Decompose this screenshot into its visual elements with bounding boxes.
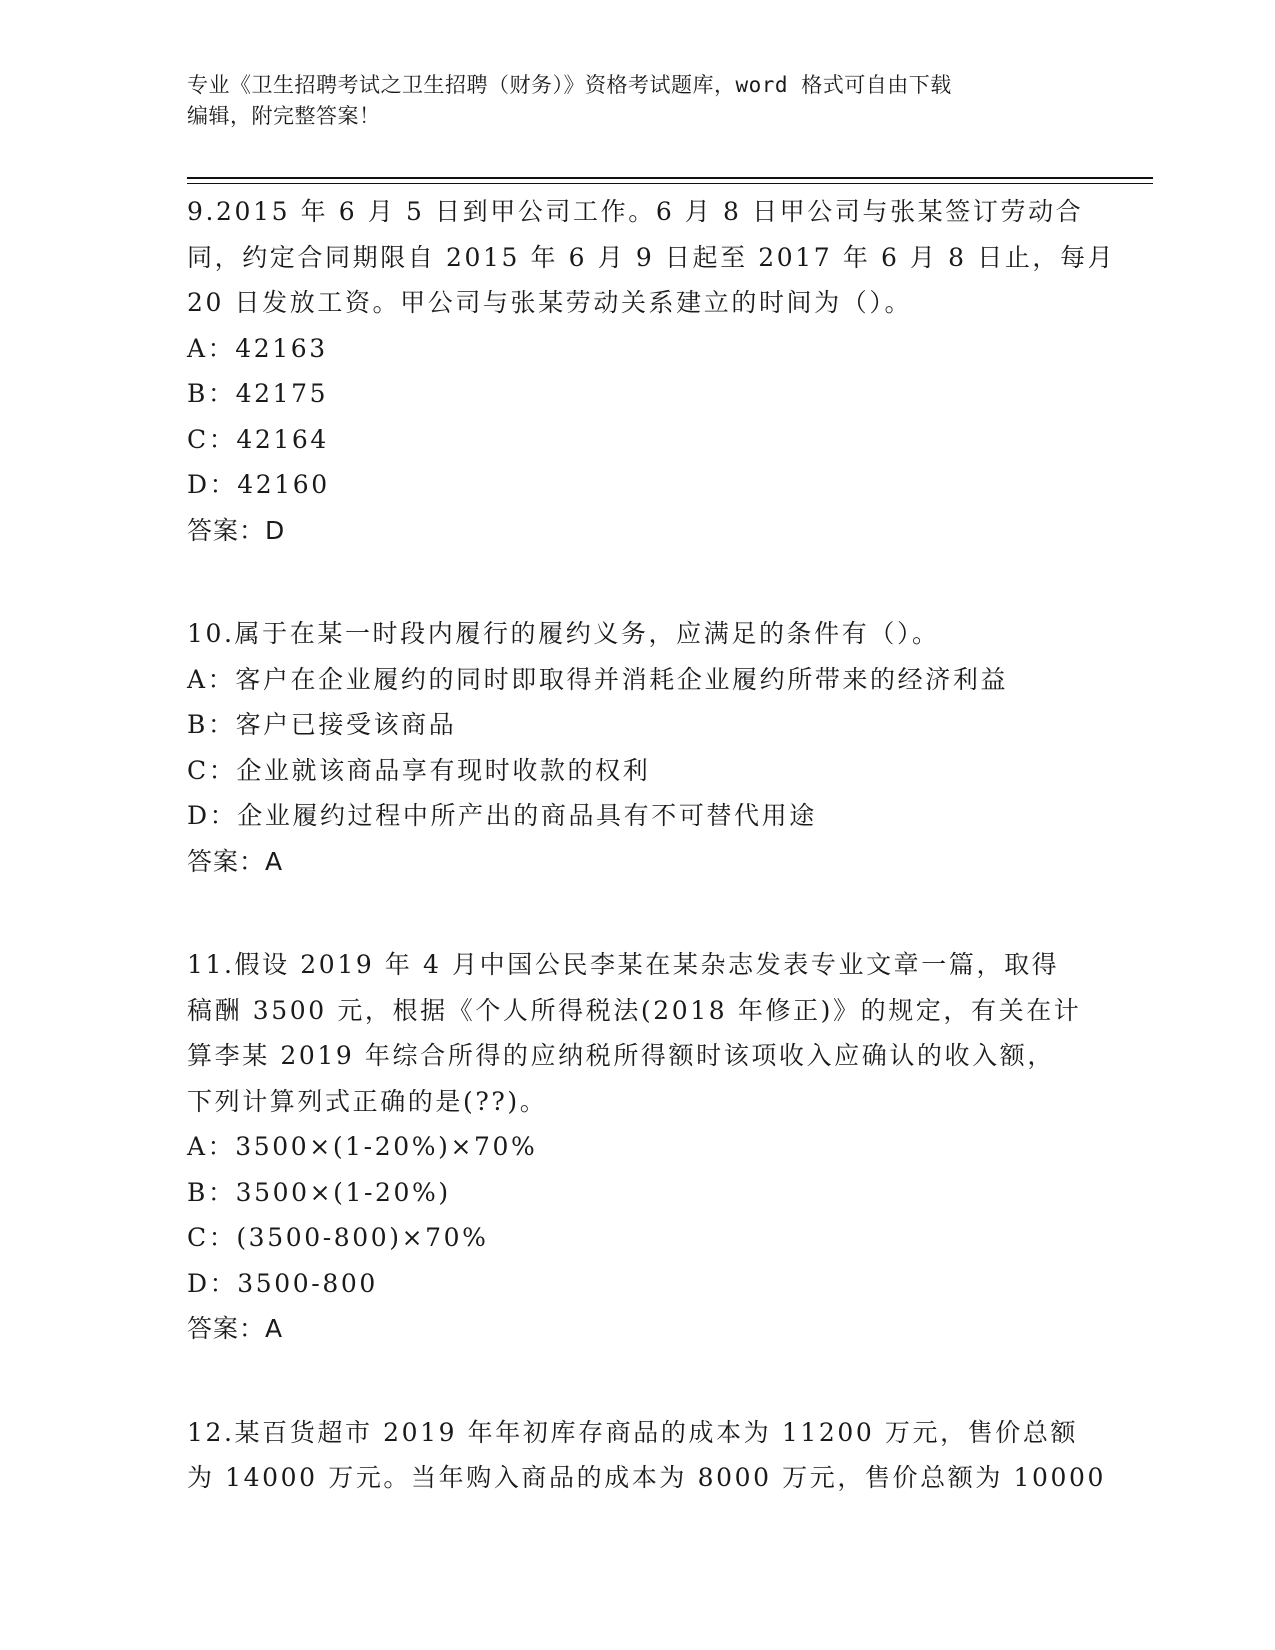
question-list — [187, 189, 1116, 1559]
question-text: 20 日发放工资。甲公司与张某劳动关系建立的时间为（）。 — [187, 288, 913, 317]
answer-line: 答案：D — [187, 515, 286, 545]
question-text: 稿酬 3500 元，根据《个人所得税法(2018 年修正)》的规定，有关在计 — [187, 995, 1082, 1025]
header-divider-thick — [187, 177, 1153, 179]
option-d: D：3500-800 — [187, 1268, 378, 1298]
header-divider-thin — [187, 183, 1153, 184]
option-b: B：客户已接受该商品 — [187, 710, 457, 739]
answer-line: 答案：A — [187, 846, 284, 876]
option-b: B：42175 — [187, 379, 329, 408]
question-10 — [187, 611, 1087, 884]
question-text: 12.某百货超市 2019 年年初库存商品的成本为 11200 万元，售价总额 — [187, 1417, 1079, 1447]
option-d: D：42160 — [187, 470, 330, 499]
question-text: 10.属于在某一时段内履行的履约义务，应满足的条件有（）。 — [187, 619, 940, 648]
question-text: 11.假设 2019 年 4 月中国公民李某在某杂志发表专业文章一篇，取得 — [187, 950, 1060, 979]
header-line: 专业《卫生招聘考试之卫生招聘（财务）》资格考试题库，word 格式可自由下载 — [187, 73, 952, 97]
option-a: A：3500×(1-20%)×70% — [187, 1132, 538, 1161]
question-text: 下列计算列式正确的是(??)。 — [187, 1086, 548, 1116]
question-text: 算李某 2019 年综合所得的应纳税所得额时该项收入应确认的收入额， — [187, 1041, 1055, 1070]
option-d: D：企业履约过程中所产出的商品具有不可替代用途 — [187, 801, 817, 830]
option-c: C：企业就该商品享有现时收款的权利 — [187, 755, 651, 785]
document-header — [187, 70, 1087, 132]
option-c: C：(3500-800)×70% — [187, 1223, 489, 1252]
question-9 — [187, 189, 1116, 553]
option-c: C：42164 — [187, 424, 329, 454]
question-text: 9.2015 年 6 月 5 日到甲公司工作。6 月 8 日甲公司与张某签订劳动合 — [187, 197, 1084, 226]
header-line: 编辑，附完整答案！ — [187, 104, 381, 128]
option-b: B：3500×(1-20%) — [187, 1177, 451, 1207]
option-a: A：客户在企业履约的同时即取得并消耗企业履约所带来的经济利益 — [187, 664, 1009, 694]
question-11 — [187, 942, 1087, 1352]
answer-line: 答案：A — [187, 1314, 284, 1343]
question-text: 为 14000 万元。当年购入商品的成本为 8000 万元，售价总额为 10000 — [187, 1463, 1107, 1492]
question-text: 同，约定合同期限自 2015 年 6 月 9 日起至 2017 年 6 月 8 日止，每月 — [187, 242, 1116, 272]
question-12 — [187, 1410, 1107, 1501]
option-a: A：42163 — [187, 333, 328, 363]
